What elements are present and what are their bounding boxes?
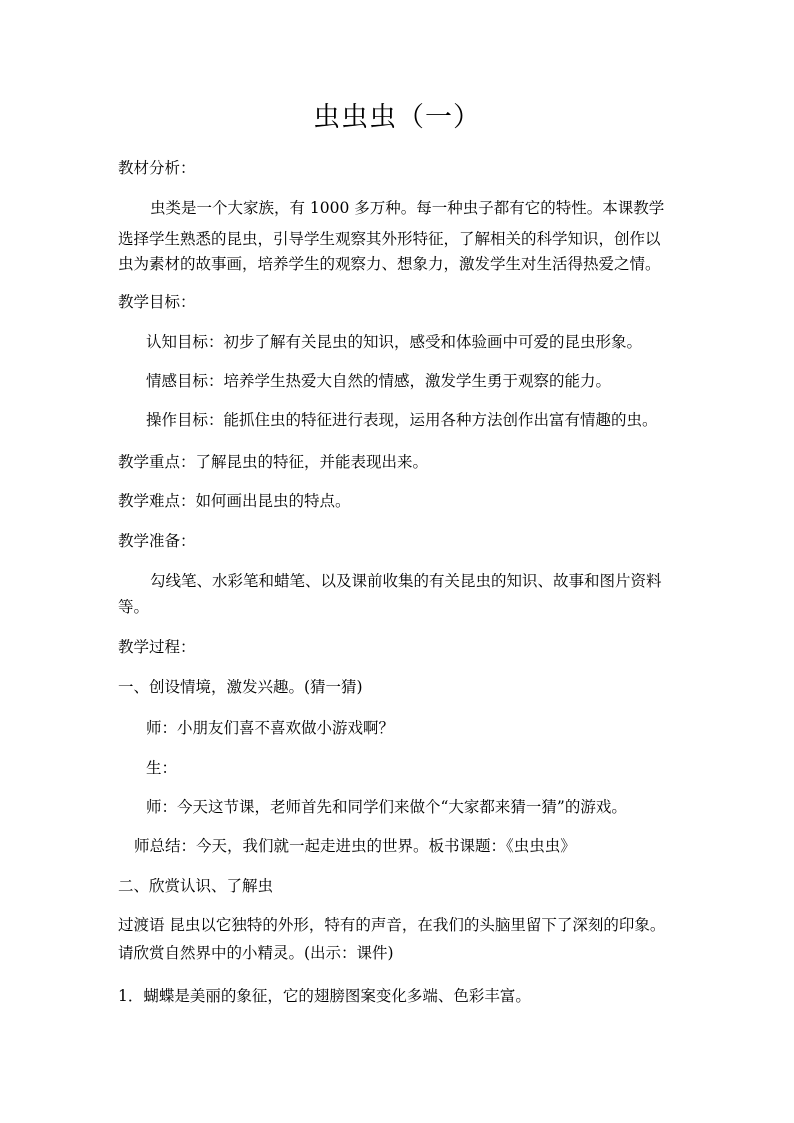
key-point: 教学重点：了解昆虫的特征，并能表现出来。 (118, 453, 429, 471)
goal-emotional: 情感目标：培养学生热爱大自然的情感，激发学生勇于观察的能力。 (146, 372, 612, 390)
transition-line2: 请欣赏自然界中的小精灵。(出示：课件) (118, 944, 394, 962)
teaching-process-label: 教学过程： (118, 638, 196, 656)
difficult-point: 教学难点：如何画出昆虫的特点。 (118, 492, 351, 510)
transition-line1: 过渡语 昆虫以它独特的外形，特有的声音，在我们的头脑里留下了深刻的印象。 (118, 916, 666, 934)
page-title: 虫虫虫（一） (313, 102, 481, 133)
prep-line2: 等。 (118, 598, 150, 616)
step1-heading: 一、创设情境，激发兴趣。(猜一猜) (118, 678, 363, 696)
goal-operation: 操作目标：能抓住虫的特征进行表现，运用各种方法创作出富有情趣的虫。 (146, 411, 658, 429)
goal-cognitive: 认知目标：初步了解有关昆虫的知识，感受和体验画中可爱的昆虫形象。 (146, 333, 643, 351)
material-paragraph-line3: 虫为素材的故事画，培养学生的观察力、想象力，激发学生对生活得热爱之情。 (118, 255, 661, 273)
teaching-prep-label: 教学准备： (118, 532, 196, 550)
step1-summary: 师总结：今天，我们就一起走进虫的世界。板书课题：《虫虫虫》 (134, 837, 576, 855)
step1-teacher-game: 师：今天这节课，老师首先和同学们来做个“大家都来猜一猜”的游戏。 (146, 798, 627, 816)
prep-line1: 勾线笔、水彩笔和蜡笔、以及课前收集的有关昆虫的知识、故事和图片资料 (150, 572, 662, 590)
step1-student: 生： (146, 759, 178, 777)
material-analysis-label: 教材分析： (118, 159, 196, 177)
material-paragraph-line2: 选择学生熟悉的昆虫，引导学生观察其外形特征，了解相关的科学知识，创作以 (118, 230, 661, 248)
step2-heading: 二、欣赏认识、了解虫 (118, 877, 274, 895)
step1-teacher-question: 师：小朋友们喜不喜欢做小游戏啊？ (146, 719, 395, 737)
teaching-goals-label: 教学目标： (118, 293, 196, 311)
material-paragraph-line1: 虫类是一个大家族，有 1000 多万种。每一种虫子都有它的特性。本课教学 (150, 199, 665, 217)
list-item-butterfly: 1．蝴蝶是美丽的象征，它的翅膀图案变化多端、色彩丰富。 (118, 987, 531, 1005)
